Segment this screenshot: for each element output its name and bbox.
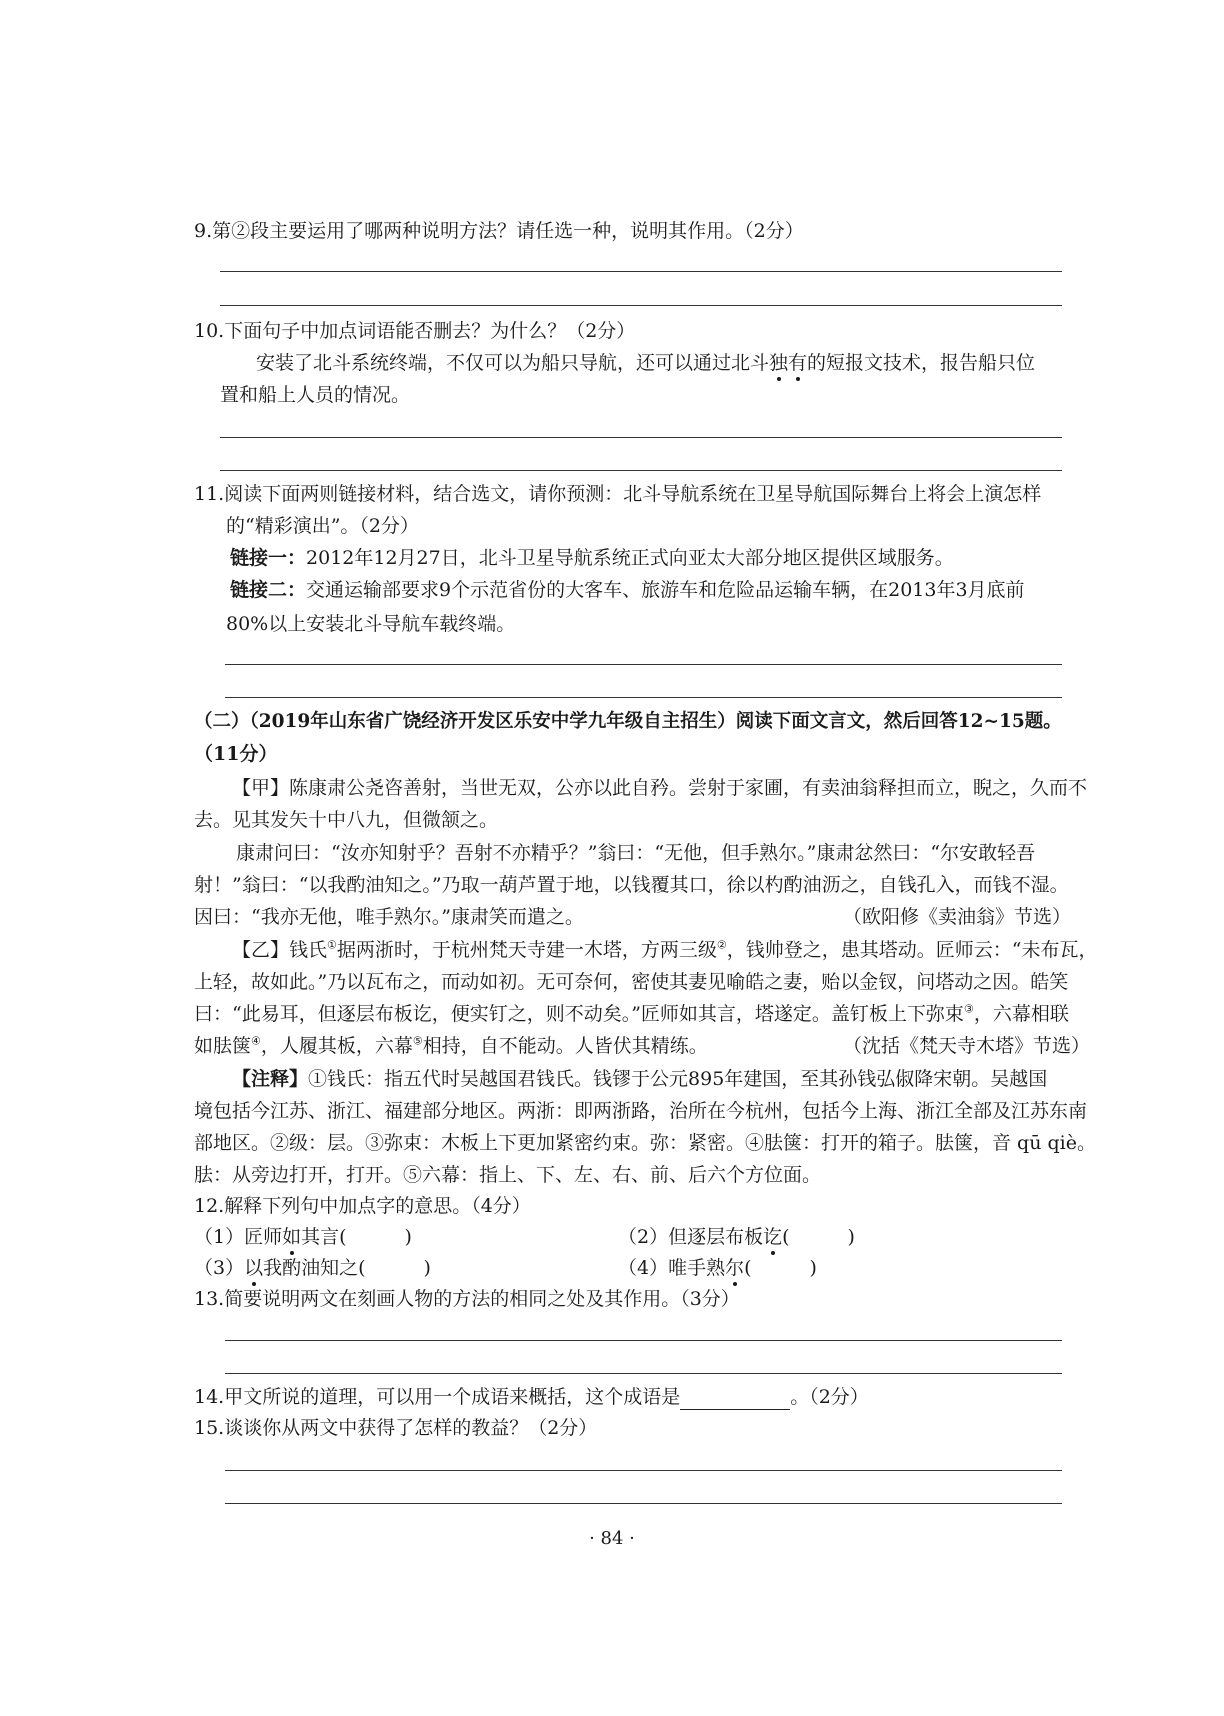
link-2: 链接二：交通运输部要求9个示范省份的大客车、旅游车和危险品运输车辆，在2013年3月底前 xyxy=(230,579,1025,601)
question-12-title: 12.解释下列句中加点字的意思。（4分） xyxy=(194,1195,531,1217)
notes-label: 【注释】 xyxy=(232,1068,309,1090)
answer-line[interactable] xyxy=(220,271,1062,272)
section-2-header: （二）（2019年山东省广饶经济开发区乐安中学九年级自主招生）阅读下面文言文，然后回答12~15题。 xyxy=(194,711,1062,732)
footnote-ref: ③ xyxy=(963,1002,974,1016)
answer-line[interactable] xyxy=(225,1373,1062,1374)
question-10-sentence-line1: 安装了北斗系统终端，不仅可以为船只导航，还可以通过北斗独有的短报文技术，报告船只位 xyxy=(256,352,1036,374)
dotted-char: 尔 xyxy=(725,1257,745,1279)
passage-jia-line: 康肃问曰：“汝亦知射乎？吾射不亦精乎？”翁曰：“无他，但手熟尔。”康肃忿然曰：“尔安敢轻吾 xyxy=(236,842,1036,864)
question-15: 15.谈谈你从两文中获得了怎样的教益？（2分） xyxy=(194,1417,598,1439)
dotted-char: 有 xyxy=(788,352,808,374)
notes-line: 境包括今江苏、浙江、福建部分地区。两浙：即两浙路，治所在今杭州，包括今上海、浙江全部及江苏东南 xyxy=(194,1100,1088,1122)
notes-line: 胠：从旁边打开，打开。⑤六幕：指上、下、左、右、前、后六个方位面。 xyxy=(194,1164,822,1186)
question-12-item-1: （1）匠师如其言( ) xyxy=(194,1226,412,1248)
question-9: 9.第②段主要运用了哪两种说明方法？请任选一种，说明其作用。（2分） xyxy=(194,220,804,242)
notes-line: 部地区。②级：层。③弥束：木板上下更加紧密约束。弥：紧密。④胠箧：打开的箱子。胠箧，音 qū qiè。 xyxy=(194,1132,1096,1154)
answer-line[interactable] xyxy=(220,305,1062,306)
section-2-score: （11分） xyxy=(194,743,278,765)
passage-jia-line: 因曰：“我亦无他，唯手熟尔。”康肃笑而遣之。 xyxy=(194,906,584,928)
dotted-char: 独 xyxy=(769,352,789,374)
notes-line: 【注释】①钱氏：指五代时吴越国君钱氏。钱镠于公元895年建国，至其孙钱弘俶降宋朝。吴越国 xyxy=(232,1068,1048,1090)
passage-jia-source: （欧阳修《卖油翁》节选） xyxy=(843,906,1072,928)
question-10-title: 10.下面句子中加点词语能否删去？为什么？（2分） xyxy=(194,320,636,342)
dotted-char: 以 xyxy=(244,1257,264,1279)
link-2-label: 链接二： xyxy=(230,579,307,601)
answer-line[interactable] xyxy=(220,437,1062,438)
question-14: 14.甲文所说的道理，可以用一个成语来概括，这个成语是 。（2分） xyxy=(194,1386,869,1408)
footnote-ref: ② xyxy=(716,938,727,952)
answer-line[interactable] xyxy=(225,1470,1062,1471)
question-12-item-4: （4）唯手熟尔( ) xyxy=(618,1257,817,1279)
answer-line[interactable] xyxy=(220,470,1062,471)
footnote-ref: ⑤ xyxy=(412,1034,423,1048)
link-1-label: 链接一： xyxy=(230,547,307,569)
answer-line[interactable] xyxy=(225,1503,1062,1504)
passage-yi-source: （沈括《梵天寺木塔》节选） xyxy=(843,1035,1091,1057)
passage-yi-line: 曰：“此易耳，但逐层布板讫，便实钉之，则不动矣。”匠师如其言，塔遂定。盖钉板上下弥束③，六幕相联 xyxy=(194,1002,1069,1025)
question-10-sentence-line2: 置和船上人员的情况。 xyxy=(220,384,411,406)
question-12-item-2: （2）但逐层布板讫( ) xyxy=(618,1226,855,1248)
link-1: 链接一：2012年12月27日，北斗卫星导航系统正式向亚太大部分地区提供区域服务。 xyxy=(230,547,954,569)
question-11-line2: 的“精彩演出”。（2分） xyxy=(226,515,420,537)
dotted-char: 讫 xyxy=(763,1226,783,1248)
passage-jia-line: 去。见其发矢十中八九，但微颔之。 xyxy=(194,809,499,831)
dotted-char: 如 xyxy=(282,1226,302,1248)
question-13: 13.简要说明两文在刻画人物的方法的相同之处及其作用。（3分） xyxy=(194,1288,740,1310)
passage-yi-line: 【乙】钱氏①据两浙时，于杭州梵天寺建一木塔，方两三级②，钱帅登之，患其塔动。匠师云：“未布瓦， xyxy=(232,938,1098,961)
page-number: · 84 · xyxy=(589,1528,635,1549)
answer-line[interactable] xyxy=(225,1340,1062,1341)
answer-blank[interactable] xyxy=(680,1389,790,1410)
footnote-ref: ① xyxy=(327,938,337,952)
link-2-cont: 80%以上安装北斗导航车载终端。 xyxy=(226,613,516,635)
answer-line[interactable] xyxy=(225,664,1062,665)
passage-jia-line: 【甲】陈康肃公尧咨善射，当世无双，公亦以此自矜。尝射于家圃，有卖油翁释担而立，睨之，久而不 xyxy=(232,777,1088,799)
passage-jia-line: 射！”翁曰：“以我酌油知之。”乃取一葫芦置于地，以钱覆其口，徐以杓酌油沥之，自钱孔入，而钱不湿。 xyxy=(194,874,1069,896)
passage-yi-line: 如胠箧④，人履其板，六幕⑤相持，自不能动。人皆伏其精练。 xyxy=(194,1034,708,1057)
question-12-item-3: （3）以我酌油知之( ) xyxy=(194,1257,431,1279)
question-11-line1: 11.阅读下面两则链接材料，结合选文，请你预测：北斗导航系统在卫星导航国际舞台上将会上演怎样 xyxy=(194,483,1042,505)
footnote-ref: ④ xyxy=(251,1034,261,1048)
answer-line[interactable] xyxy=(225,697,1062,698)
passage-yi-line: 上轻，故如此。”乃以瓦布之，而动如初。无可奈何，密使其妻见喻皓之妻，贻以金钗，问塔动之因。皓笑 xyxy=(194,971,1069,993)
